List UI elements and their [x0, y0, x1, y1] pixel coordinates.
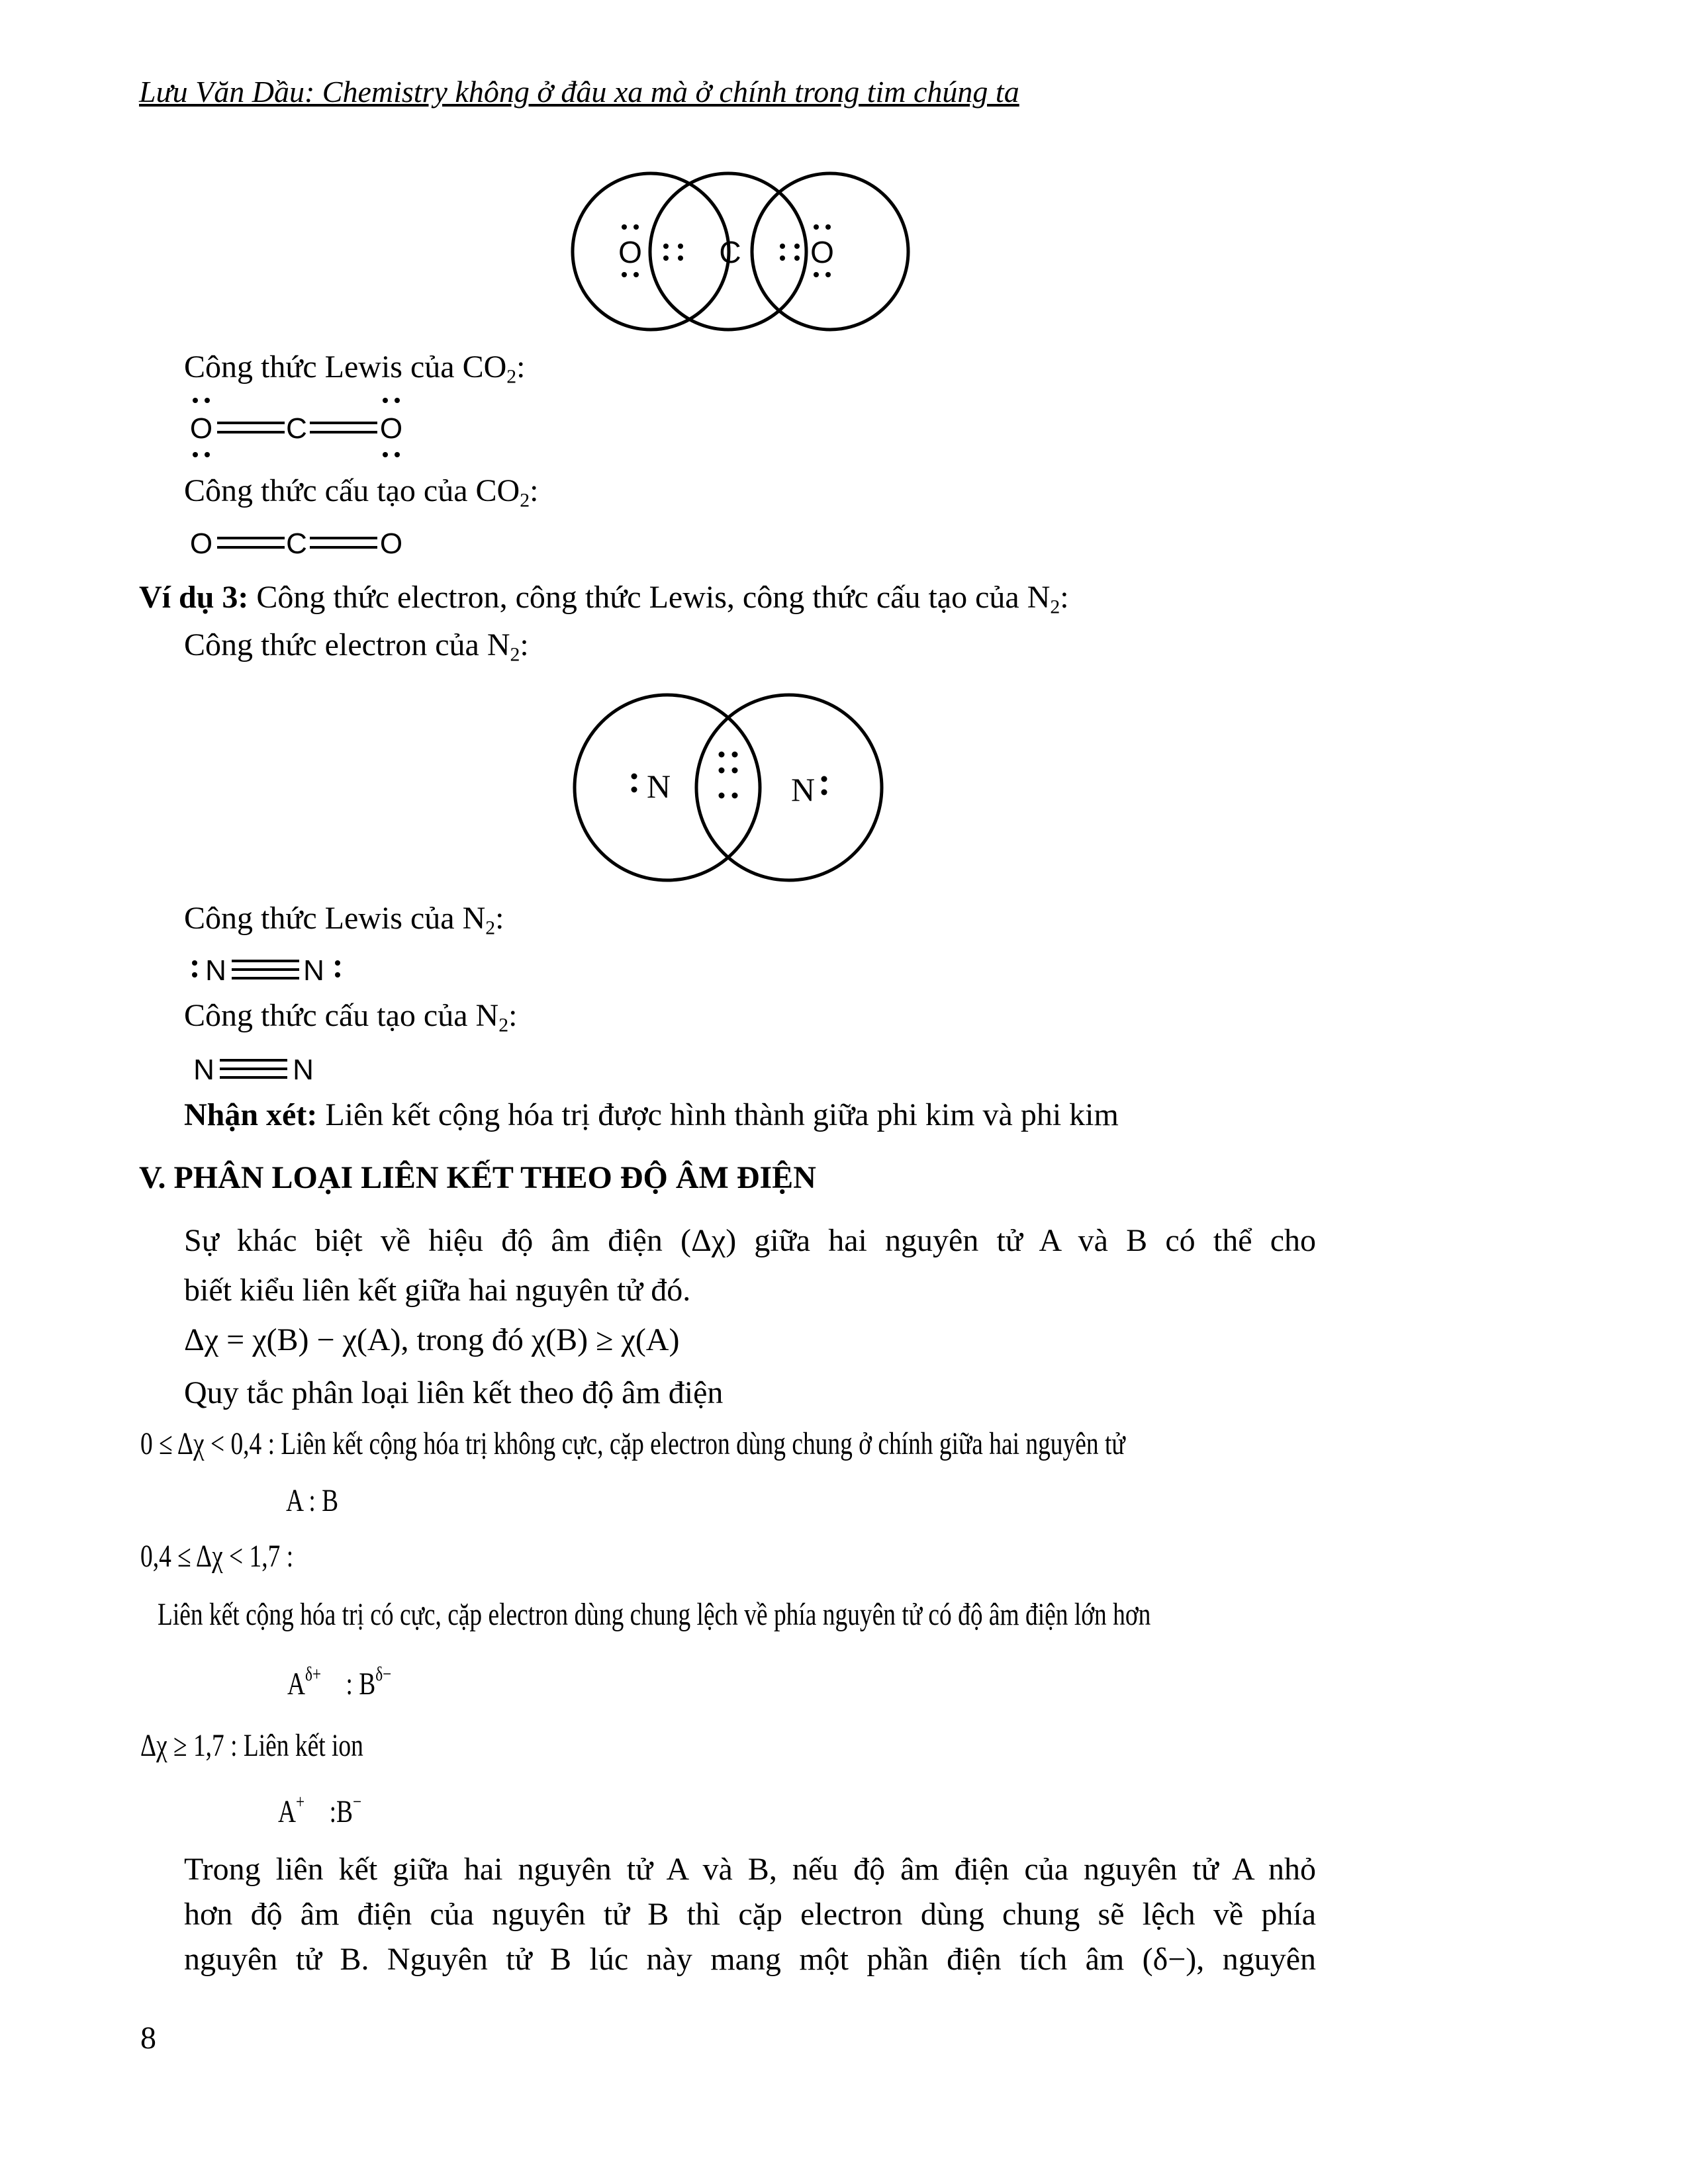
section-p1-line1: Sự khác biệt về hiệu độ âm điện (Δχ) giữa hai nguyên tử A và B có thể cho: [184, 1223, 1316, 1258]
n2-lewis-n-right: N: [303, 954, 324, 987]
n2-struct-n-right: N: [293, 1054, 314, 1086]
section-title: V. PHÂN LOẠI LIÊN KẾT THEO ĐỘ ÂM ĐIỆN: [139, 1160, 816, 1195]
co2-lewis-o-right: O: [379, 412, 403, 445]
n2-electron-label: Công thức electron của $N_2$:: [184, 627, 529, 666]
co2-struct-o-left: O: [189, 527, 213, 560]
co2-struct-c: C: [286, 527, 307, 560]
rule1: 0 ≤ Δχ < 0,4 : Liên kết cộng hóa trị không cực, cặp electron dùng chung ở chính giữa hai nguyên tử: [140, 1426, 1125, 1461]
n2-struct-n-left: N: [193, 1054, 214, 1086]
rule2-range: 0,4 ≤ Δχ < 1,7 :: [140, 1539, 294, 1574]
section-p2-line1: Trong liên kết giữa hai nguyên tử A và B, nếu độ âm điện của nguyên tử A nhỏ: [184, 1852, 1316, 1887]
co2-lewis-c: C: [286, 412, 307, 445]
rule-title: Quy tắc phân loại liên kết theo độ âm điện: [184, 1375, 724, 1410]
remark: Nhận xét: Liên kết cộng hóa trị được hình thành giữa phi kim và phi kim: [184, 1097, 1119, 1132]
co2-lewis-formula: [185, 394, 410, 467]
co2-lewis-o-left: O: [189, 412, 213, 445]
n2-lewis-n-left: N: [205, 954, 226, 987]
n2-lewis-label: Công thức Lewis của $N_2$:: [184, 901, 504, 939]
co2-struct-o-right: O: [379, 527, 403, 560]
co2-struct-formula: [185, 523, 410, 563]
n2-lewis-formula: [185, 950, 357, 989]
page-number: 8: [140, 2021, 156, 2056]
co2-atom-c: C: [719, 235, 741, 269]
co2-atom-o-right: O: [810, 235, 834, 269]
n2-struct-label: Công thức cấu tạo của $N_2$:: [184, 998, 518, 1036]
section-formula: Δχ = χ(B) − χ(A), trong đó χ(B) ≥ χ(A): [184, 1322, 680, 1357]
rule2-example: $A^{\delta+}$ : $B^{\delta-}$: [287, 1663, 392, 1702]
n2-atom-n-right: N: [790, 771, 816, 808]
n2-atom-n-left: N: [646, 768, 671, 805]
n2-struct-formula: [185, 1049, 331, 1089]
section-p1-line2: biết kiểu liên kết giữa hai nguyên tử đó.: [184, 1273, 691, 1308]
section-p2-line3: nguyên tử B. Nguyên tử B lúc này mang một phần điện tích âm (δ−), nguyên: [184, 1942, 1316, 1977]
rule3: Δχ ≥ 1,7 : Liên kết ion: [140, 1728, 363, 1763]
co2-struct-label: Công thức cấu tạo của $CO_2$:: [184, 473, 539, 512]
co2-lewis-label: Công thức Lewis của $CO_2$:: [184, 349, 526, 388]
rule3-example: A+ :B−: [278, 1791, 362, 1829]
section-p2-line2: hơn độ âm điện của nguyên tử B thì cặp electron dùng chung sẽ lệch về phía: [184, 1897, 1316, 1932]
rule1-example: A : B: [286, 1483, 339, 1518]
n2-electron-diagram: [556, 688, 900, 887]
co2-atom-o-left: O: [618, 235, 642, 269]
example3-title: Ví dụ 3: Công thức electron, công thức Lewis, công thức cấu tạo của $N_2$:: [139, 580, 1069, 618]
rule2-text: Liên kết cộng hóa trị có cực, cặp electron dùng chung lệch về phía nguyên tử có độ âm điện lớn hơn: [158, 1597, 1151, 1632]
page-header: Lưu Văn Dầu: Chemistry không ở đâu xa mà ở chính trong tim chúng ta: [139, 75, 1019, 109]
co2-electron-diagram: [543, 169, 914, 334]
